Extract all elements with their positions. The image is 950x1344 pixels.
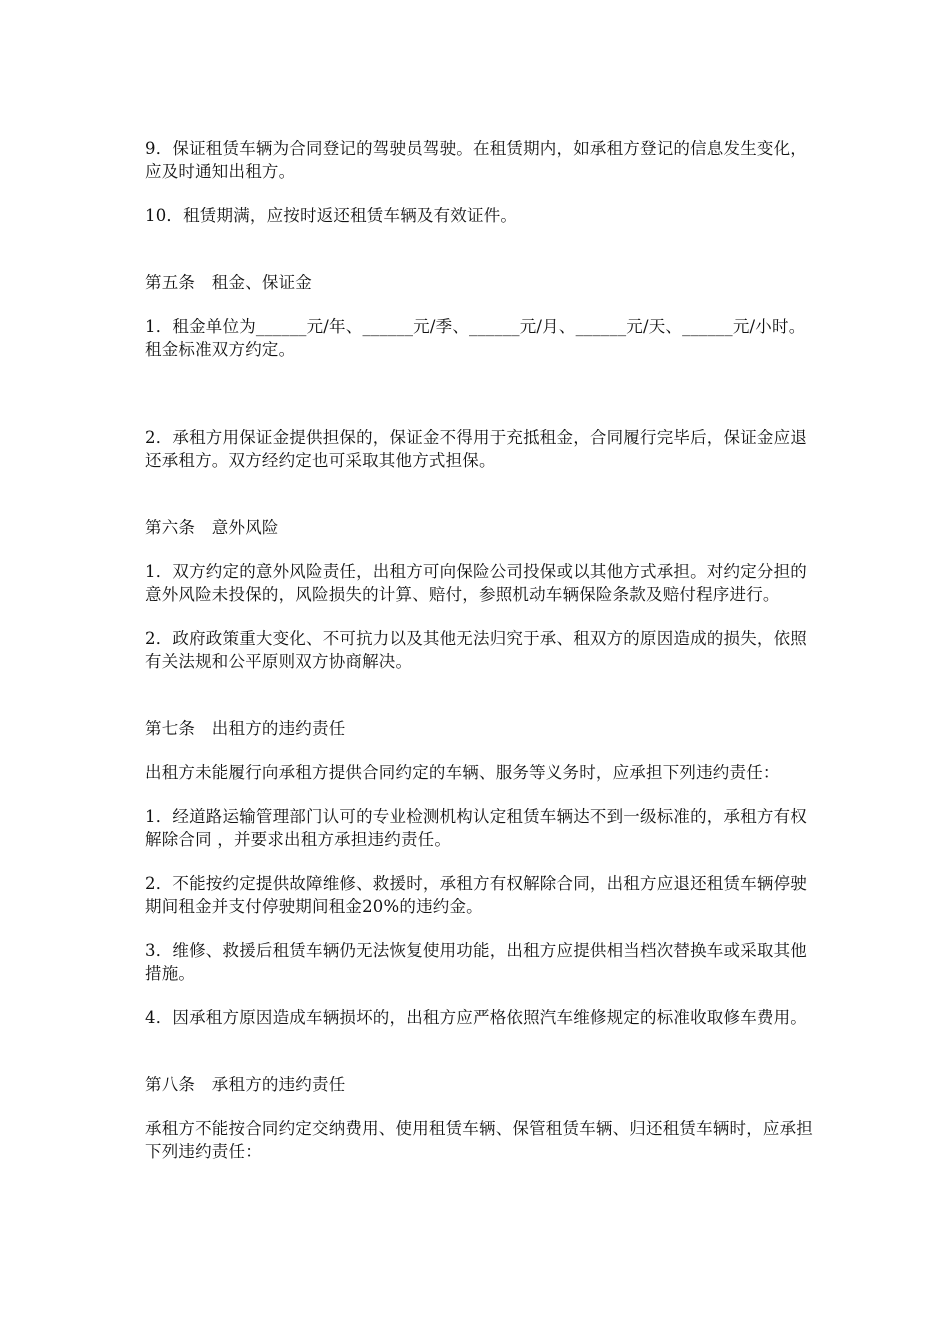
- article-7-item-1: 1．经道路运输管理部门认可的专业检测机构认定租赁车辆达不到一级标准的，承租方有权 解除合同 ，并要求出租方承担违约责任。: [145, 807, 813, 849]
- article-5-item-1: 1．租金单位为______元/年、______元/季、______元/月、______元/天、______元/小时。租金标准双方约定。: [145, 317, 806, 359]
- article-7-intro: 出租方未能履行向承租方提供合同约定的车辆、服务等义务时，应承担下列违约责任：: [145, 763, 780, 782]
- article-7-heading: 第七条 出租方的违约责任: [145, 719, 346, 738]
- article-6-item-1: 1．双方约定的意外风险责任，出租方可向保险公司投保或以其他方式承担。对约定分担的意外风险未投保的，风险损失的计算、赔付，参照机动车辆保险条款及赔付程序进行。: [145, 562, 807, 604]
- article-6-item-2: 2．政府政策重大变化、不可抗力以及其他无法归究于承、租双方的原因造成的损失，依照有关法规和公平原则双方协商解决。: [145, 629, 807, 671]
- article-8-intro: 承租方不能按合同约定交纳费用、使用租赁车辆、保管租赁车辆、归还租赁车辆时，应承担下列违约责任：: [145, 1119, 813, 1161]
- article-7-item-3: 3．维修、救援后租赁车辆仍无法恢复使用功能，出租方应提供相当档次替换车或采取其他措施。: [145, 941, 807, 983]
- article-7-item-2: 2．不能按约定提供故障维修、救援时，承租方有权解除合同，出租方应退还租赁车辆停驶期间租金并支付停驶期间租金20%的违约金。: [145, 874, 807, 916]
- document-body: [145, 137, 815, 1163]
- article-5-heading: 第五条 租金、保证金: [145, 273, 312, 292]
- clause-9-paragraph: 9．保证租赁车辆为合同登记的驾驶员驾驶。在租赁期内，如承租方登记的信息发生变化，应及时通知出租方。: [145, 139, 807, 181]
- article-8-heading: 第八条 承租方的违约责任: [145, 1075, 346, 1094]
- article-6-heading: 第六条 意外风险: [145, 518, 279, 537]
- article-7-item-4: 4．因承租方原因造成车辆损坏的，出租方应严格依照汽车维修规定的标准收取修车费用。: [145, 1008, 807, 1027]
- clause-10-paragraph: 10．租赁期满，应按时返还租赁车辆及有效证件。: [145, 206, 518, 225]
- article-5-item-2: 2．承租方用保证金提供担保的，保证金不得用于充抵租金，合同履行完毕后，保证金应退还承租方。双方经约定也可采取其他方式担保。: [145, 428, 807, 470]
